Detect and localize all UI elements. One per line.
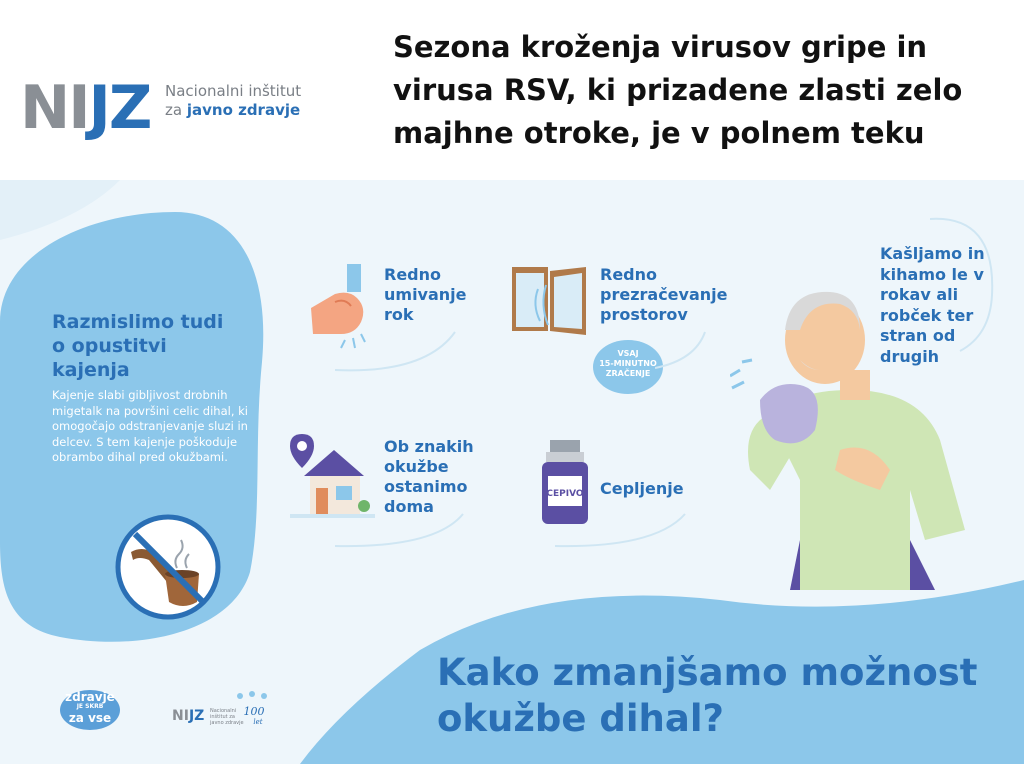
badge-line3: ZRAČENJE xyxy=(605,369,651,378)
footer-nijz-jz: JZ xyxy=(188,708,205,724)
anniversary-number: 100 xyxy=(243,705,265,718)
logo-line2-highlight: javno zdravje xyxy=(186,101,301,119)
footer-nijz-mark xyxy=(172,708,204,724)
headline: Sezona kroženja virusov gripe in virusa RSV, ki prizadene zlasti zelo majhne otroke, je v polnem teku xyxy=(393,30,963,150)
campaign-logo-line3: za vse xyxy=(68,711,112,725)
tip-cough: Kašljamo in kihamo le v rokav ali robček ter stran od drugih xyxy=(880,244,985,366)
footer-nijz-ni: NI xyxy=(172,708,189,724)
ventilation-badge xyxy=(593,340,663,394)
badge-line2: 15-MINUTNO xyxy=(599,359,657,368)
logo-mark-ni: NI xyxy=(20,73,89,143)
logo-mark xyxy=(20,73,151,143)
header xyxy=(0,0,1024,180)
no-smoking-icon xyxy=(113,512,223,622)
tip-wash-underline xyxy=(335,326,465,376)
badge-line1: VSAJ xyxy=(617,349,639,358)
logo-line1: Nacionalni inštitut xyxy=(165,82,302,100)
tip-ventilate-underline xyxy=(655,330,715,370)
tip-ventilate: Redno prezračevanje prostorov xyxy=(600,265,728,324)
anniversary-logo xyxy=(232,688,272,728)
tip-vaccinate-underline xyxy=(555,510,695,550)
window-icon xyxy=(510,265,590,345)
smoking-body: Kajenje slabi gibljivost drobnih migetalk na površini celic dihal, ki omogočajo odstranjevanje sluzi in delcev. S tem kajenje poškoduje obrambo dihal pred okužbami. xyxy=(52,388,248,464)
tip-stay-home: Ob znakih okužbe ostanimo doma xyxy=(384,437,474,516)
footer-nijz-text: Nacionalni inštitut za javno zdravje xyxy=(210,708,244,726)
campaign-logo-line2: JE SKRB xyxy=(76,703,104,710)
logo-line2 xyxy=(165,101,325,120)
campaign-logo-line1: zdravje xyxy=(65,690,115,704)
vaccine-label: CEPIVO xyxy=(546,489,584,499)
sneezing-man-illustration xyxy=(730,290,975,630)
logo-text xyxy=(165,82,325,120)
anniversary-word: let xyxy=(253,718,263,726)
logo-mark-jz: JZ xyxy=(88,73,151,143)
smoking-title: Razmislimo tudi o opustitvi kajenja xyxy=(52,311,224,381)
tip-vaccinate: Cepljenje xyxy=(600,479,684,498)
logo-line2-prefix: za xyxy=(165,101,187,119)
house-icon xyxy=(290,432,375,522)
tip-stay-home-underline xyxy=(335,510,475,550)
tip-wash-hands: Redno umivanje rok xyxy=(384,265,467,324)
bottom-title: Kako zmanjšamo možnost okužbe dihal? xyxy=(437,651,978,740)
